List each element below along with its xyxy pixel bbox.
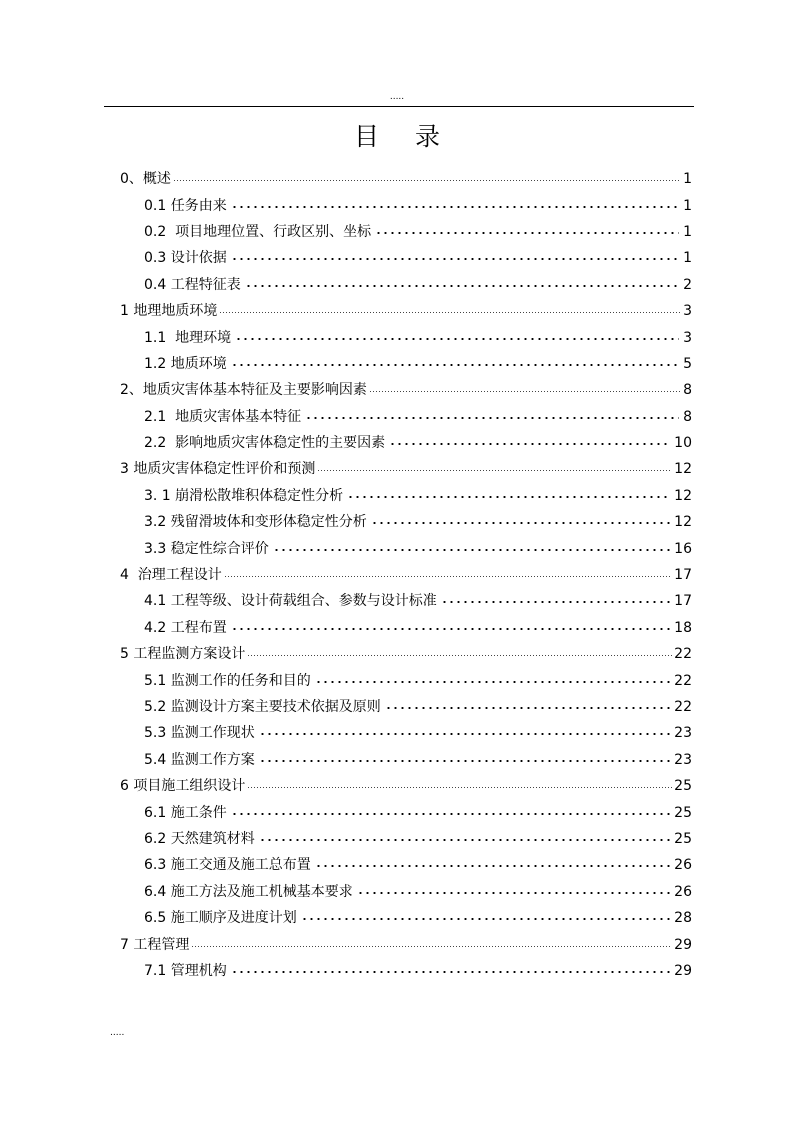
toc-entry-title: 0.3 设计依据 <box>144 250 227 267</box>
title-part-1: 目 <box>353 122 379 151</box>
toc-section-entry[interactable] <box>120 694 692 720</box>
dot-leader <box>389 440 670 446</box>
header-dots: ..... <box>389 92 405 102</box>
toc-entry-title: 5 工程监测方案设计 <box>120 646 246 663</box>
title-part-2: 录 <box>415 122 441 151</box>
dot-leader <box>357 889 670 895</box>
toc-section-entry[interactable] <box>120 483 692 509</box>
dot-leader <box>385 704 670 710</box>
dot-leader <box>173 176 681 182</box>
toc-section-entry[interactable] <box>120 245 692 271</box>
toc-entry-title: 5.3 监测工作现状 <box>144 725 255 742</box>
toc-section-entry[interactable] <box>120 667 692 693</box>
toc-page-number: 29 <box>674 936 692 953</box>
dot-leader <box>231 203 679 209</box>
toc-chapter-entry[interactable] <box>120 641 692 667</box>
toc-chapter-entry[interactable] <box>120 377 692 403</box>
toc-entry-title: 6.2 天然建筑材料 <box>144 830 255 847</box>
toc-section-entry[interactable] <box>120 219 692 245</box>
dot-leader <box>305 414 679 420</box>
toc-chapter-entry[interactable] <box>120 773 692 799</box>
toc-chapter-entry[interactable] <box>120 931 692 957</box>
toc-section-entry[interactable] <box>120 324 692 350</box>
toc-section-entry[interactable] <box>120 272 692 298</box>
dot-leader <box>441 598 670 604</box>
toc-page-number: 22 <box>674 672 692 689</box>
toc-page-number: 25 <box>674 804 692 821</box>
toc-page-number: 5 <box>683 355 692 372</box>
toc-page-number: 25 <box>674 830 692 847</box>
dot-leader <box>315 862 670 868</box>
toc-entry-title: 6.3 施工交通及施工总布置 <box>144 857 311 874</box>
toc-section-entry[interactable] <box>120 905 692 931</box>
toc-page-number: 1 <box>683 223 692 240</box>
toc-section-entry[interactable] <box>120 852 692 878</box>
toc-entry-title: 6.1 施工条件 <box>144 804 227 821</box>
dot-leader <box>219 308 681 314</box>
toc-page-number: 29 <box>674 962 692 979</box>
dot-leader <box>375 229 679 235</box>
toc-page-number: 12 <box>674 487 692 504</box>
dot-leader <box>317 466 672 472</box>
toc-page-number: 1 <box>683 197 692 214</box>
toc-entry-title: 1.1 地理环境 <box>144 329 232 346</box>
toc-section-entry[interactable] <box>120 615 692 641</box>
toc-entry-title: 3.3 稳定性综合评价 <box>144 540 269 557</box>
toc-section-entry[interactable] <box>120 192 692 218</box>
dot-leader <box>231 968 670 974</box>
toc-entry-title: 6.5 施工顺序及进度计划 <box>144 910 297 927</box>
toc-page-number: 10 <box>674 435 692 452</box>
toc-entry-title: 0.1 任务由来 <box>144 197 227 214</box>
toc-section-entry[interactable] <box>120 509 692 535</box>
toc-page-number: 23 <box>674 751 692 768</box>
toc-page-number: 22 <box>674 646 692 663</box>
footer-dots: ..... <box>110 1028 125 1038</box>
toc-page-number: 23 <box>674 725 692 742</box>
toc-entry-title: 3.2 残留滑坡体和变形体稳定性分析 <box>144 514 367 531</box>
toc-page-number: 12 <box>674 514 692 531</box>
dot-leader <box>371 519 670 525</box>
dot-leader <box>315 678 670 684</box>
toc-entry-title: 2.1 地质灾害体基本特征 <box>144 408 302 425</box>
toc-entry-title: 0.4 工程特征表 <box>144 276 241 293</box>
toc-page-number: 3 <box>683 303 692 320</box>
toc-entry-title: 4.2 工程布置 <box>144 619 227 636</box>
dot-leader <box>259 836 670 842</box>
toc-page-number: 26 <box>674 883 692 900</box>
toc-entry-title: 0、概述 <box>120 171 171 188</box>
dot-leader <box>231 361 679 367</box>
toc-page-number: 1 <box>683 250 692 267</box>
toc-page-number: 18 <box>674 619 692 636</box>
toc-section-entry[interactable] <box>120 879 692 905</box>
toc-entry-title: 0.2 项目地理位置、行政区别、坐标 <box>144 223 372 240</box>
dot-leader <box>369 387 681 393</box>
toc-entry-title: 5.4 监测工作方案 <box>144 751 255 768</box>
dot-leader <box>224 572 672 578</box>
toc-page-number: 16 <box>674 540 692 557</box>
toc-page-number: 26 <box>674 857 692 874</box>
toc-entry-title: 5.2 监测设计方案主要技术依据及原则 <box>144 699 381 715</box>
toc-entry-title: 6.4 施工方法及施工机械基本要求 <box>144 883 353 900</box>
toc-page-number: 8 <box>683 408 692 425</box>
dot-leader <box>347 493 670 499</box>
toc-section-entry[interactable] <box>120 799 692 825</box>
toc-section-entry[interactable] <box>120 351 692 377</box>
toc-entry-title: 4 治理工程设计 <box>120 567 222 584</box>
toc-section-entry[interactable] <box>120 826 692 852</box>
toc-page-number: 28 <box>674 910 692 927</box>
toc-page-number: 1 <box>683 171 692 188</box>
dot-leader <box>231 810 670 816</box>
toc-section-entry[interactable] <box>120 747 692 773</box>
toc-page-number: 25 <box>674 778 692 795</box>
toc-entry-title: 5.1 监测工作的任务和目的 <box>144 672 311 689</box>
toc-page-number: 22 <box>674 699 692 715</box>
page-title <box>0 120 794 154</box>
toc-chapter-entry[interactable] <box>120 456 692 482</box>
toc-section-entry[interactable] <box>120 588 692 614</box>
toc-section-entry[interactable] <box>120 404 692 430</box>
toc-page-number: 12 <box>674 461 692 478</box>
toc-entry-title: 6 项目施工组织设计 <box>120 778 246 795</box>
toc-entry-title: 7.1 管理机构 <box>144 962 227 979</box>
dot-leader <box>235 335 679 341</box>
dot-leader <box>301 915 670 921</box>
dot-leader <box>231 255 679 261</box>
toc-page-number: 3 <box>683 329 692 346</box>
dot-leader <box>247 651 672 657</box>
toc-page-number: 17 <box>674 567 692 584</box>
toc-page-number: 8 <box>683 382 692 399</box>
toc-entry-title: 7 工程管理 <box>120 936 190 953</box>
dot-leader <box>259 757 670 763</box>
toc-section-entry[interactable] <box>120 958 692 984</box>
toc-section-entry[interactable] <box>120 720 692 746</box>
dot-leader <box>259 730 670 736</box>
toc-entry-title: 4.1 工程等级、设计荷载组合、参数与设计标准 <box>144 593 437 610</box>
toc-page-number: 17 <box>674 593 692 610</box>
toc-section-entry[interactable] <box>120 430 692 456</box>
dot-leader <box>191 942 672 948</box>
toc-page-number: 2 <box>683 276 692 293</box>
toc-section-entry[interactable] <box>120 535 692 561</box>
table-of-contents <box>120 166 692 984</box>
toc-chapter-entry[interactable] <box>120 562 692 588</box>
dot-leader <box>245 282 679 288</box>
dot-leader <box>273 546 670 552</box>
toc-entry-title: 2、地质灾害体基本特征及主要影响因素 <box>120 382 367 399</box>
dot-leader <box>247 783 672 789</box>
toc-entry-title: 3. 1 崩滑松散堆积体稳定性分析 <box>144 487 344 504</box>
toc-entry-title: 1 地理地质环境 <box>120 303 218 320</box>
toc-entry-title: 2.2 影响地质灾害体稳定性的主要因素 <box>144 435 386 452</box>
toc-entry-title: 1.2 地质环境 <box>144 355 227 372</box>
dot-leader <box>231 625 670 631</box>
toc-chapter-entry[interactable] <box>120 298 692 324</box>
header-rule <box>104 106 694 107</box>
toc-entry-title: 3 地质灾害体稳定性评价和预测 <box>120 461 316 478</box>
toc-chapter-entry[interactable] <box>120 166 692 192</box>
